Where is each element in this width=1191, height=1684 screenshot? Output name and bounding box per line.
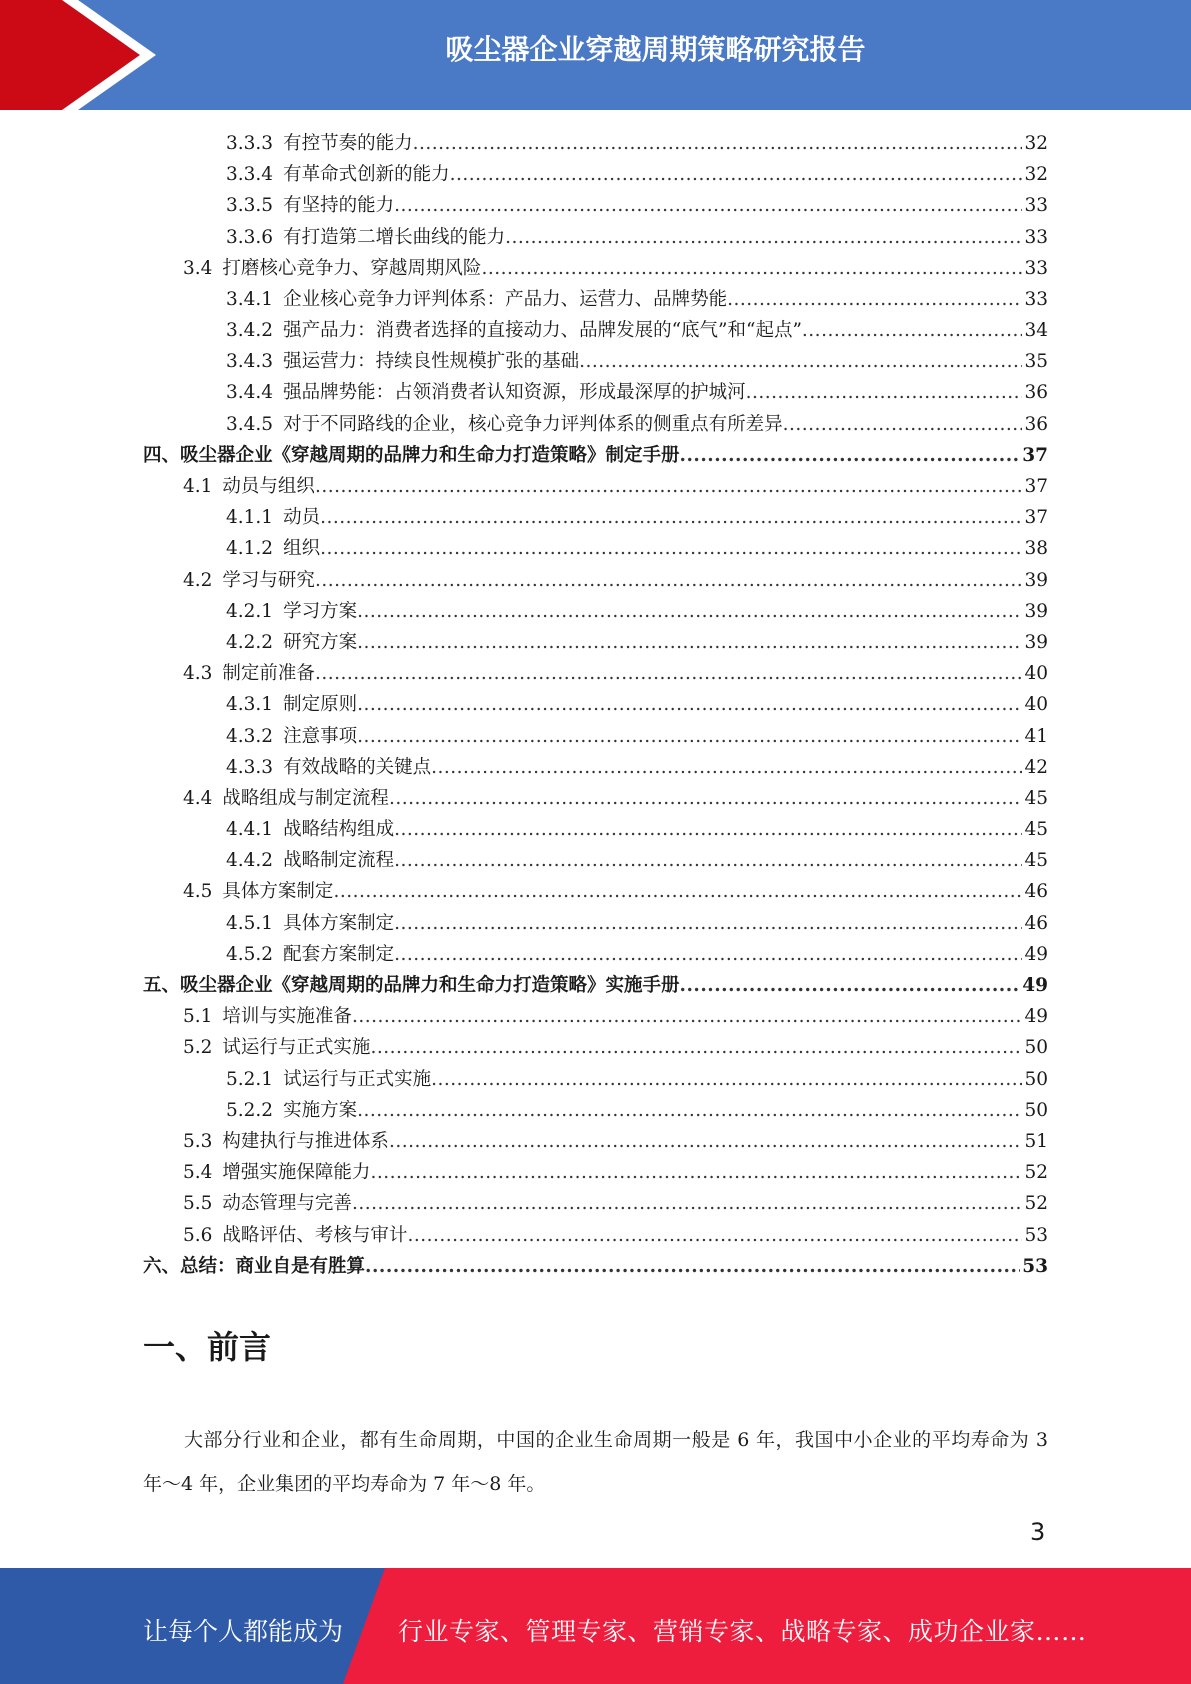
- toc-entry-number: 5.2.2: [226, 1099, 274, 1121]
- toc-dot-leader: [680, 440, 1021, 471]
- page-header: [0, 0, 1191, 110]
- toc-entry-number: 5.2.1: [226, 1068, 274, 1090]
- toc-entry-title: 学习与研究: [222, 569, 315, 591]
- toc-entry-number: 4.3: [183, 663, 213, 685]
- toc-entry-title: 五、吸尘器企业《穿越周期的品牌力和生命力打造策略》实施手册: [143, 975, 680, 997]
- toc-dot-leader: [315, 565, 1023, 596]
- toc-entry-page: 51: [1024, 1130, 1048, 1152]
- toc-dot-leader: [365, 1251, 1020, 1282]
- toc-entry-title: 四、吸尘器企业《穿越周期的品牌力和生命力打造策略》制定手册: [143, 444, 680, 466]
- toc-dot-leader: [579, 346, 1022, 377]
- toc-entry-title: 培训与实施准备: [222, 1006, 352, 1028]
- toc-entry-title: 动员: [283, 507, 321, 529]
- toc-entry-page: 45: [1024, 819, 1048, 841]
- toc-dot-leader: [431, 752, 1022, 783]
- toc-entry-title: 战略组成与制定流程: [222, 787, 389, 809]
- report-title: 吸尘器企业穿越周期策略研究报告: [445, 33, 866, 66]
- toc-entry[interactable]: [143, 1251, 1048, 1282]
- toc-dot-leader: [727, 284, 1022, 315]
- toc-dot-leader: [450, 159, 1023, 190]
- toc-entry-number: 3.3.5: [226, 195, 274, 217]
- toc-entry-page: 33: [1024, 226, 1048, 248]
- toc-dot-leader: [394, 814, 1022, 845]
- toc-entry-page: 39: [1024, 631, 1048, 653]
- toc-entry-title: 有革命式创新的能力: [283, 164, 450, 186]
- toc-entry-number: 3.3.3: [226, 132, 274, 154]
- toc-dot-leader: [407, 1220, 1022, 1251]
- toc-entry[interactable]: [143, 1188, 1048, 1219]
- toc-entry[interactable]: [143, 596, 1048, 627]
- toc-entry-title: 制定原则: [283, 694, 358, 716]
- toc-entry-title: 注意事项: [283, 725, 358, 747]
- toc-entry-page: 42: [1024, 756, 1048, 778]
- toc-entry-number: 4.5.1: [226, 912, 274, 934]
- toc-dot-leader: [394, 845, 1022, 876]
- toc-dot-leader: [680, 970, 1021, 1001]
- toc-dot-leader: [315, 471, 1023, 502]
- toc-entry[interactable]: [143, 128, 1048, 159]
- toc-entry-title: 动员与组织: [222, 476, 315, 498]
- toc-entry[interactable]: [143, 190, 1048, 221]
- toc-entry-page: 35: [1024, 351, 1048, 373]
- toc-entry-page: 53: [1022, 1255, 1048, 1277]
- toc-dot-leader: [802, 315, 1023, 346]
- toc-entry-number: 3.4.4: [226, 382, 274, 404]
- toc-entry-title: 有控节奏的能力: [283, 132, 413, 154]
- toc-entry-number: 4.1.2: [226, 538, 274, 560]
- toc-entry-number: 5.3: [183, 1130, 213, 1152]
- toc-entry-page: 34: [1024, 320, 1048, 342]
- toc-dot-leader: [357, 1095, 1022, 1126]
- toc-entry-number: 4.5: [183, 881, 213, 903]
- toc-entry-number: 4.4.2: [226, 850, 274, 872]
- toc-dot-leader: [481, 253, 1022, 284]
- toc-entry-page: 49: [1024, 1006, 1048, 1028]
- toc-entry-title: 有打造第二增长曲线的能力: [283, 226, 506, 248]
- toc-entry[interactable]: [143, 284, 1048, 315]
- toc-entry-number: 5.2: [183, 1037, 213, 1059]
- body-paragraph: 大部分行业和企业，都有生命周期，中国的企业生命周期一般是 6 年，我国中小企业的平均寿命为 3 年～4 年，企业集团的平均寿命为 7 年～8 年。: [143, 1429, 1048, 1495]
- toc-dot-leader: [394, 908, 1022, 939]
- toc-entry[interactable]: [143, 1064, 1048, 1095]
- toc-entry-page: 40: [1024, 663, 1048, 685]
- toc-entry[interactable]: [143, 814, 1048, 845]
- toc-entry-number: 3.4: [183, 257, 213, 279]
- toc-entry-number: 5.6: [183, 1224, 213, 1246]
- toc-entry[interactable]: [143, 627, 1048, 658]
- toc-entry-page: 41: [1024, 725, 1048, 747]
- toc-entry-title: 试运行与正式实施: [283, 1068, 432, 1090]
- toc-entry-title: 学习方案: [283, 600, 358, 622]
- toc-entry-page: 32: [1024, 164, 1048, 186]
- page-number: 3: [1030, 1518, 1046, 1546]
- toc-dot-leader: [389, 1126, 1023, 1157]
- toc-entry-title: 具体方案制定: [222, 881, 334, 903]
- toc-entry-number: 4.1.1: [226, 507, 274, 529]
- toc-dot-leader: [370, 1032, 1022, 1063]
- toc-entry-page: 50: [1024, 1037, 1048, 1059]
- toc-entry-page: 33: [1024, 257, 1048, 279]
- toc-entry-title: 打磨核心竞争力、穿越周期风险: [222, 257, 482, 279]
- toc-entry[interactable]: [143, 1001, 1048, 1032]
- toc-entry[interactable]: [143, 253, 1048, 284]
- toc-dot-leader: [333, 876, 1022, 907]
- toc-entry-title: 实施方案: [283, 1099, 358, 1121]
- toc-dot-leader: [746, 377, 1023, 408]
- page-footer: [0, 1568, 1191, 1684]
- toc-dot-leader: [315, 658, 1023, 689]
- toc-entry-title: 研究方案: [283, 631, 358, 653]
- toc-dot-leader: [357, 627, 1022, 658]
- toc-entry-title: 强品牌势能：占领消费者认知资源，形成最深厚的护城河: [283, 382, 746, 404]
- toc-entry-page: 50: [1024, 1068, 1048, 1090]
- toc-dot-leader: [394, 190, 1022, 221]
- toc-entry-title: 增强实施保障能力: [222, 1162, 371, 1184]
- toc-entry[interactable]: [143, 1126, 1048, 1157]
- toc-dot-leader: [389, 783, 1023, 814]
- toc-entry[interactable]: [143, 565, 1048, 596]
- toc-entry[interactable]: [143, 1095, 1048, 1126]
- toc-entry[interactable]: [143, 689, 1048, 720]
- toc-dot-leader: [783, 409, 1023, 440]
- toc-entry-number: 3.4.5: [226, 413, 274, 435]
- toc-entry[interactable]: [143, 502, 1048, 533]
- toc-entry[interactable]: [143, 346, 1048, 377]
- toc-entry[interactable]: [143, 752, 1048, 783]
- toc-dot-leader: [370, 1157, 1022, 1188]
- footer-slogan: 让每个人都能成为: [143, 1617, 344, 1646]
- toc-entry-number: 3.3.6: [226, 226, 274, 248]
- toc-entry-title: 有坚持的能力: [283, 195, 395, 217]
- toc-entry[interactable]: [143, 1032, 1048, 1063]
- toc-entry[interactable]: [143, 1220, 1048, 1251]
- toc-entry-title: 战略结构组成: [283, 819, 395, 841]
- toc-entry-number: 4.2.1: [226, 600, 274, 622]
- toc-entry-page: 39: [1024, 600, 1048, 622]
- toc-entry-title: 战略制定流程: [283, 850, 395, 872]
- toc-entry[interactable]: [143, 222, 1048, 253]
- toc-entry[interactable]: [143, 440, 1048, 471]
- toc-entry-number: 4.3.1: [226, 694, 274, 716]
- toc-entry[interactable]: [143, 1157, 1048, 1188]
- toc-dot-leader: [394, 939, 1022, 970]
- toc-entry-number: 5.4: [183, 1162, 213, 1184]
- toc-entry-title: 配套方案制定: [283, 943, 395, 965]
- toc-entry-title: 组织: [283, 538, 321, 560]
- toc-entry-title: 对于不同路线的企业，核心竞争力评判体系的侧重点有所差异: [283, 413, 783, 435]
- section-heading: 一、前言: [143, 1328, 272, 1366]
- toc-entry-number: 4.3.3: [226, 756, 274, 778]
- toc-entry-title: 制定前准备: [222, 663, 315, 685]
- toc-entry-page: 45: [1024, 850, 1048, 872]
- toc-dot-leader: [352, 1001, 1023, 1032]
- toc-entry-number: 5.5: [183, 1193, 213, 1215]
- toc-entry-title: 战略评估、考核与审计: [222, 1224, 408, 1246]
- toc-entry-number: 4.2: [183, 569, 213, 591]
- toc-entry-number: 3.4.2: [226, 320, 274, 342]
- toc-entry-number: 4.4.1: [226, 819, 274, 841]
- toc-entry-title: 具体方案制定: [283, 912, 395, 934]
- toc-entry-number: 4.4: [183, 787, 213, 809]
- toc-entry-page: 40: [1024, 694, 1048, 716]
- toc-dot-leader: [320, 533, 1022, 564]
- toc-entry[interactable]: [143, 533, 1048, 564]
- toc-entry-page: 33: [1024, 195, 1048, 217]
- toc-entry[interactable]: [143, 939, 1048, 970]
- toc-entry[interactable]: [143, 908, 1048, 939]
- toc-entry-page: 37: [1024, 507, 1048, 529]
- toc-dot-leader: [505, 222, 1022, 253]
- toc-entry-page: 36: [1024, 413, 1048, 435]
- toc-dot-leader: [320, 502, 1022, 533]
- toc-entry-number: 4.1: [183, 476, 213, 498]
- toc-entry-page: 37: [1022, 444, 1048, 466]
- toc-entry-page: 49: [1022, 975, 1048, 997]
- toc-entry-page: 50: [1024, 1099, 1048, 1121]
- toc-entry-page: 45: [1024, 787, 1048, 809]
- toc-entry-number: 3.4.1: [226, 288, 274, 310]
- toc-entry[interactable]: [143, 159, 1048, 190]
- toc-entry-title: 企业核心竞争力评判体系：产品力、运营力、品牌势能: [283, 288, 728, 310]
- toc-entry-page: 33: [1024, 288, 1048, 310]
- toc-entry-number: 4.5.2: [226, 943, 274, 965]
- toc-entry[interactable]: [143, 845, 1048, 876]
- footer-expert-list: 行业专家、管理专家、营销专家、战略专家、成功企业家……: [398, 1617, 1087, 1646]
- toc-dot-leader: [431, 1064, 1022, 1095]
- toc-entry-number: 4.3.2: [226, 725, 274, 747]
- toc-dot-leader: [357, 596, 1022, 627]
- toc-entry-title: 动态管理与完善: [222, 1193, 352, 1215]
- toc-entry-title: 强运营力：持续良性规模扩张的基础: [283, 351, 580, 373]
- toc-entry-number: 3.4.3: [226, 351, 274, 373]
- toc-entry-page: 39: [1024, 569, 1048, 591]
- toc-entry-page: 49: [1024, 943, 1048, 965]
- toc-entry-title: 有效战略的关键点: [283, 756, 432, 778]
- toc-entry-title: 构建执行与推进体系: [222, 1130, 389, 1152]
- toc-entry-page: 52: [1024, 1193, 1048, 1215]
- toc-entry-page: 37: [1024, 476, 1048, 498]
- toc-entry-page: 46: [1024, 881, 1048, 903]
- toc-entry[interactable]: [143, 471, 1048, 502]
- toc-entry-number: 4.2.2: [226, 631, 274, 653]
- toc-entry[interactable]: [143, 658, 1048, 689]
- table-of-contents: [143, 128, 1048, 1282]
- toc-dot-leader: [357, 721, 1022, 752]
- toc-entry-page: 52: [1024, 1162, 1048, 1184]
- toc-entry-page: 46: [1024, 912, 1048, 934]
- toc-entry-number: 3.3.4: [226, 164, 274, 186]
- toc-entry-number: 5.1: [183, 1006, 213, 1028]
- toc-entry-page: 32: [1024, 132, 1048, 154]
- toc-dot-leader: [352, 1188, 1023, 1219]
- toc-entry-page: 38: [1024, 538, 1048, 560]
- toc-entry-title: 试运行与正式实施: [222, 1037, 371, 1059]
- toc-entry-page: 36: [1024, 382, 1048, 404]
- toc-dot-leader: [357, 689, 1022, 720]
- toc-entry-title: 六、总结：商业自是有胜算: [143, 1255, 366, 1277]
- toc-dot-leader: [413, 128, 1023, 159]
- toc-entry-page: 53: [1024, 1224, 1048, 1246]
- toc-entry-title: 强产品力：消费者选择的直接动力、品牌发展的“底气”和“起点”: [283, 320, 802, 342]
- toc-entry[interactable]: [143, 315, 1048, 346]
- toc-entry[interactable]: [143, 378, 1048, 409]
- toc-entry[interactable]: [143, 783, 1048, 814]
- toc-entry[interactable]: [143, 970, 1048, 1001]
- toc-entry[interactable]: [143, 721, 1048, 752]
- toc-entry[interactable]: [143, 877, 1048, 908]
- toc-entry[interactable]: [143, 409, 1048, 440]
